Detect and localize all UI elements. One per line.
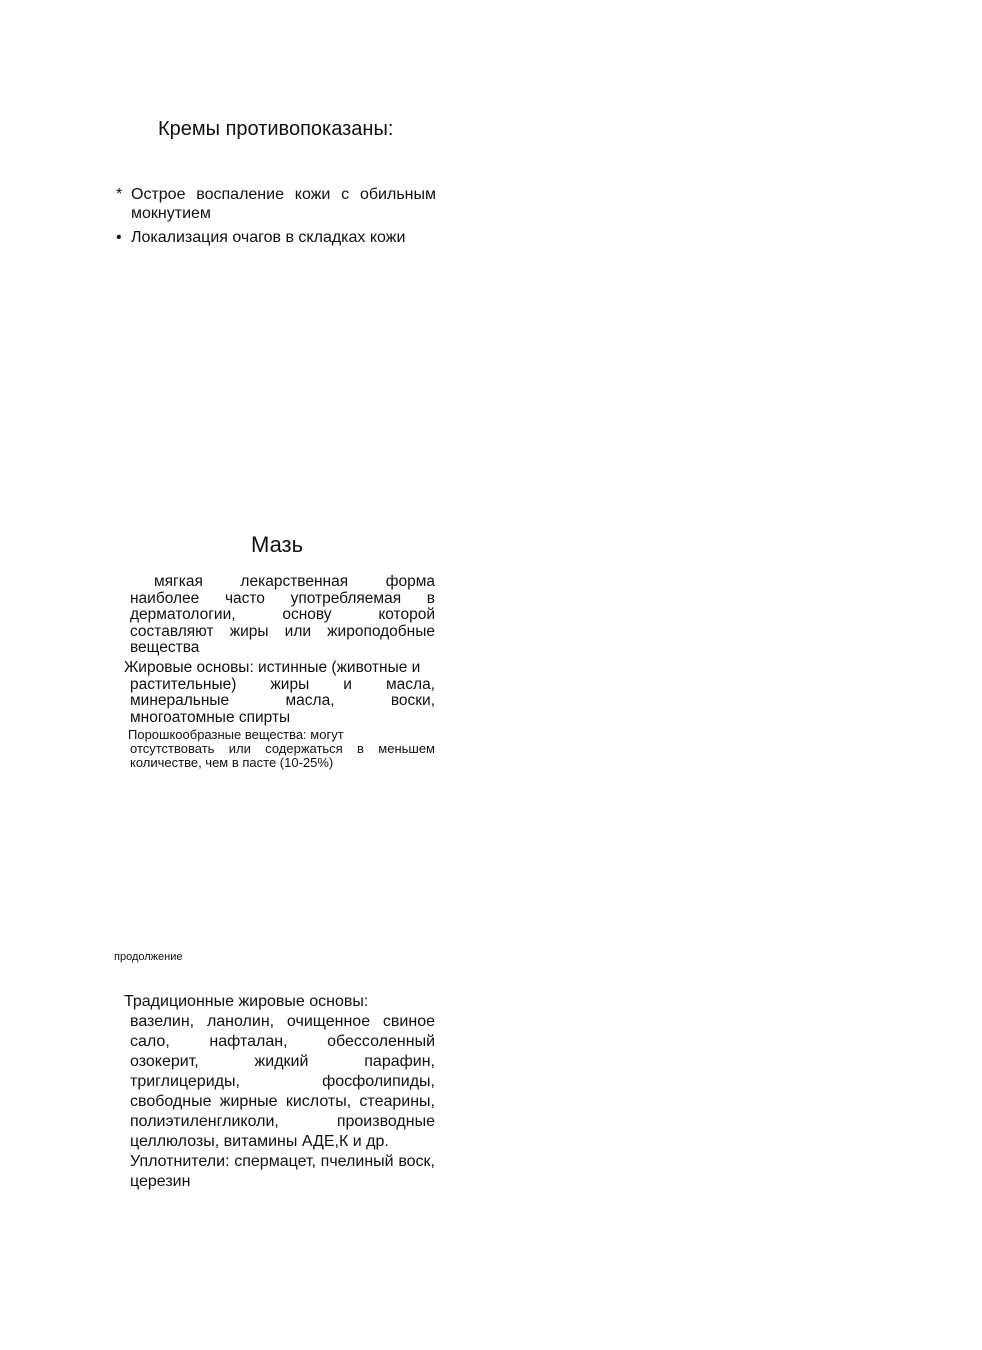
list-item [114, 185, 436, 223]
ointment-definition: мягкая лекарственная форма наиболее часто употребляемая в дерматологии, основу которой составляют жиры или жироподобные вещества [130, 573, 435, 656]
traditional-bases-list: вазелин, ланолин, очищенное свиное сало, нафталан, обессоленный озокерит, жидкий парафин, триглицериды, фосфолипиды, свободные жирные кислоты, стеарины, полиэтиленгликоли, производные целлюлозы, витамины АДЕ,К и др. [130, 1013, 435, 1150]
list-item-text: Острое воспаление кожи с обильным мокнутием [131, 186, 436, 222]
fat-bases-paragraph [124, 660, 435, 726]
ointment-title: Мазь [251, 532, 304, 557]
list-item [114, 228, 436, 247]
bullet-marker: • [116, 229, 122, 246]
powders-rest: отсутствовать или содержаться в меньшем количестве, чем в пасте (10-25%) [130, 741, 435, 770]
powders-lead: Порошкообразные вещества: могут [128, 727, 344, 742]
fat-bases-rest: растительные) жиры и масла, минеральные масла, воски, многоатомные спирты [130, 675, 435, 726]
continuation-label: продолжение [114, 951, 183, 963]
fat-bases-lead: Жировые основы: истинные (животные и [124, 659, 421, 676]
list-item-text: Локализация очагов в складках кожи [131, 229, 406, 246]
traditional-bases-paragraph [124, 992, 435, 1192]
powders-paragraph [128, 728, 435, 770]
creams-contraindications-list [114, 185, 436, 252]
creams-contraindications-title: Кремы противопоказаны: [158, 118, 394, 140]
thickeners-text: Уплотнители: спермацет, пчелиный воск, церезин [130, 1153, 435, 1190]
traditional-bases-lead: Традиционные жировые основы: [124, 993, 369, 1010]
asterisk-marker: * [116, 186, 123, 203]
